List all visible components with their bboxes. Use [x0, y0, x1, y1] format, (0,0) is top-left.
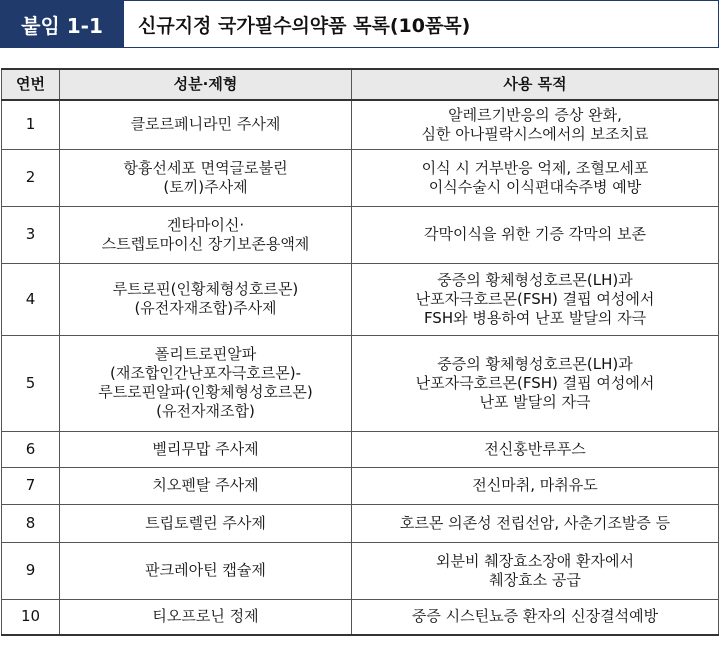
- cell-purpose: 외분비 췌장효소장애 환자에서 췌장효소 공급: [352, 542, 719, 599]
- header-purpose: 사용 목적: [352, 69, 719, 100]
- cell-ingredient: 폴리트로핀알파 (재조합인간난포자극호르몬)- 루트로핀알파(인황체형성호르몬) (유전자재조합): [60, 335, 352, 431]
- cell-ingredient: 판크레아틴 캡슐제: [60, 542, 352, 599]
- cell-no: 3: [2, 206, 60, 263]
- cell-purpose: 중증의 황체형성호르몬(LH)과 난포자극호르몬(FSH) 결핍 여성에서 FSH와 병용하여 난포 발달의 자극: [352, 263, 719, 335]
- cell-ingredient: 겐타마이신· 스트렙토마이신 장기보존용액제: [60, 206, 352, 263]
- attachment-badge: 붙임 1-1: [0, 0, 124, 48]
- table-row: [2, 599, 719, 635]
- header-no: 연번: [2, 69, 60, 100]
- cell-no: 8: [2, 504, 60, 542]
- cell-no: 4: [2, 263, 60, 335]
- table-row: [2, 335, 719, 431]
- cell-purpose: 전신홍반루푸스: [352, 431, 719, 467]
- cell-no: 10: [2, 599, 60, 635]
- cell-no: 6: [2, 431, 60, 467]
- cell-ingredient: 트립토렐린 주사제: [60, 504, 352, 542]
- cell-no: 2: [2, 149, 60, 206]
- table-row: [2, 542, 719, 599]
- cell-ingredient: 루트로핀(인황체형성호르몬) (유전자재조합)주사제: [60, 263, 352, 335]
- table-header-row: [2, 69, 719, 100]
- cell-purpose: 중증 시스틴뇨증 환자의 신장결석예방: [352, 599, 719, 635]
- table-row: [2, 206, 719, 263]
- table-row: [2, 263, 719, 335]
- cell-no: 5: [2, 335, 60, 431]
- table-row: [2, 149, 719, 206]
- title-bar: [0, 0, 719, 49]
- cell-no: 1: [2, 100, 60, 149]
- cell-purpose: 각막이식을 위한 기증 각막의 보존: [352, 206, 719, 263]
- cell-purpose: 호르몬 의존성 전립선암, 사춘기조발증 등: [352, 504, 719, 542]
- cell-ingredient: 항흉선세포 면역글로불린 (토끼)주사제: [60, 149, 352, 206]
- cell-purpose: 전신마취, 마취유도: [352, 467, 719, 504]
- cell-purpose: 알레르기반응의 증상 완화, 심한 아나필락시스에서의 보조치료: [352, 100, 719, 149]
- cell-no: 7: [2, 467, 60, 504]
- table-row: [2, 431, 719, 467]
- cell-ingredient: 클로르페니라민 주사제: [60, 100, 352, 149]
- table-row: [2, 100, 719, 149]
- medicine-table: [1, 68, 719, 636]
- cell-ingredient: 벨리무맙 주사제: [60, 431, 352, 467]
- header-ingredient: 성분·제형: [60, 69, 352, 100]
- page-title: 신규지정 국가필수의약품 목록(10품목): [124, 0, 719, 48]
- table-row: [2, 504, 719, 542]
- cell-ingredient: 치오펜탈 주사제: [60, 467, 352, 504]
- cell-purpose: 이식 시 거부반응 억제, 조혈모세포 이식수술시 이식편대숙주병 예방: [352, 149, 719, 206]
- table-row: [2, 467, 719, 504]
- cell-ingredient: 티오프로닌 정제: [60, 599, 352, 635]
- cell-purpose: 중증의 황체형성호르몬(LH)과 난포자극호르몬(FSH) 결핍 여성에서 난포 발달의 자극: [352, 335, 719, 431]
- cell-no: 9: [2, 542, 60, 599]
